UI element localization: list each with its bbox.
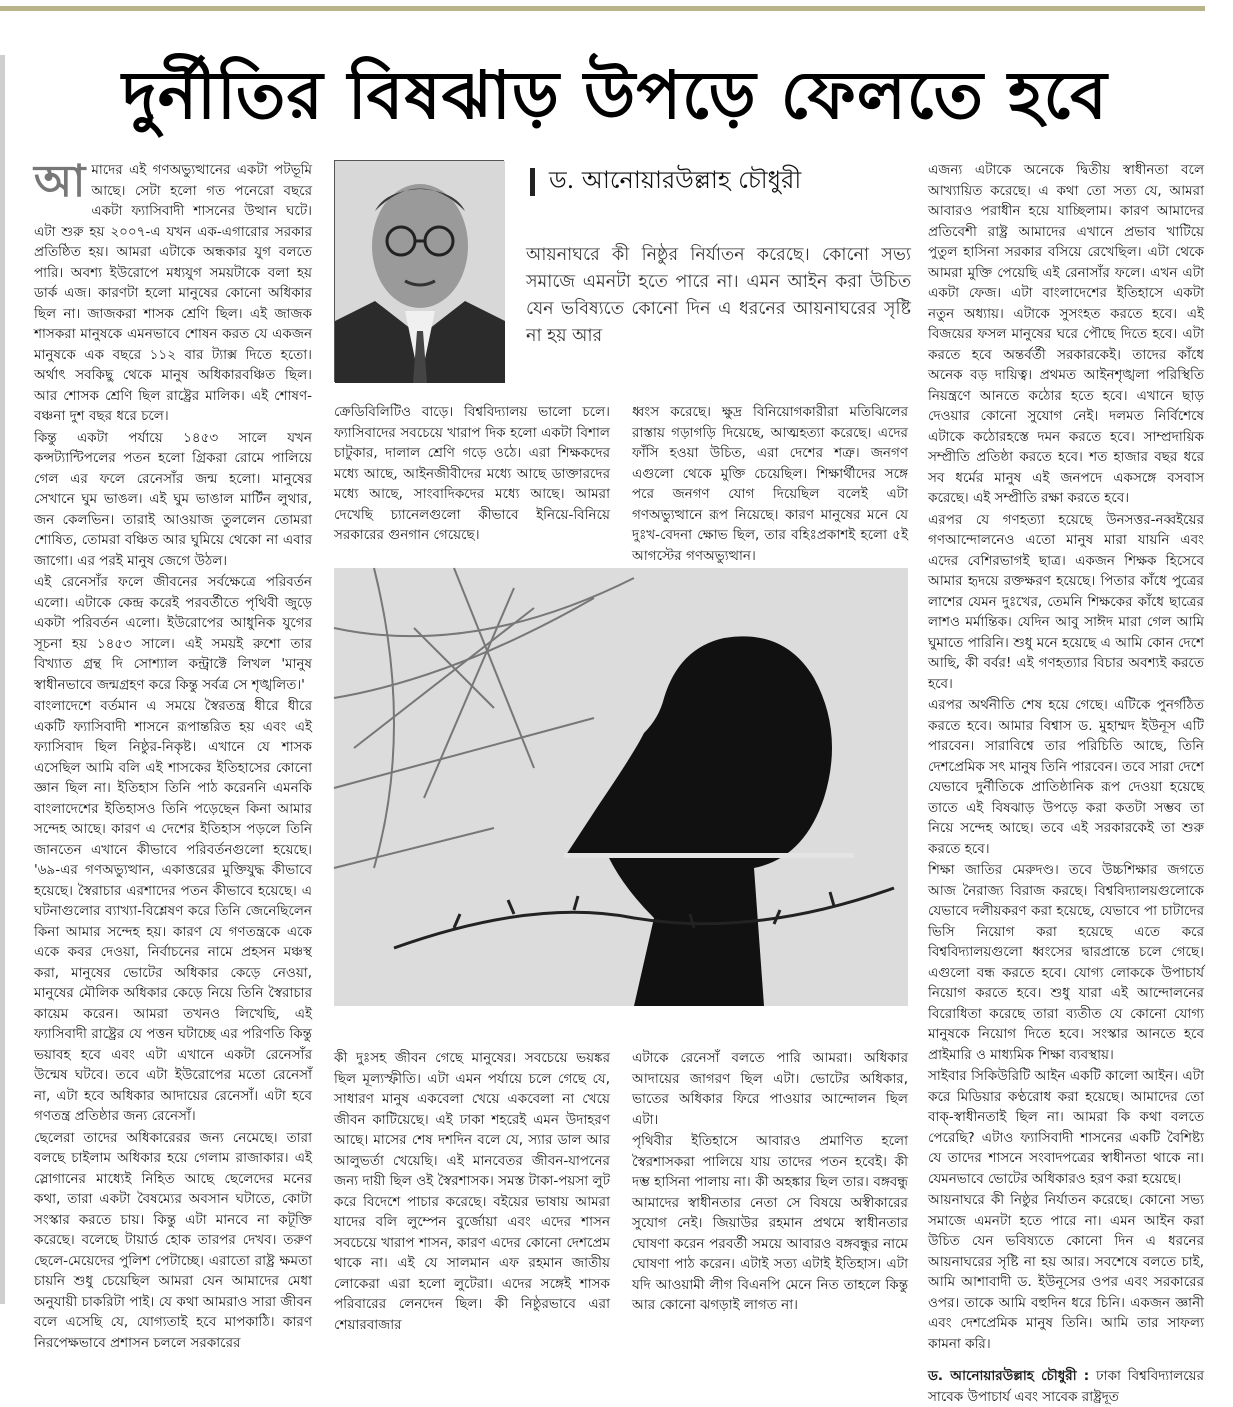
paragraph: এটাকে রেনেসাঁ বলতে পারি আমরা। অধিকার আদায়ের জাগরণ ছিল এটা। ভোটের অধিকার, ভাতের অধিকার ফিরে পাওয়ার আন্দোলন ছিল এটা।: [632, 1050, 908, 1128]
paragraph: কী দুঃসহ জীবন গেছে মানুষের। সবচেয়ে ভয়ঙ্কর ছিল মূল্যস্ফীতি। এটা এমন পর্যায়ে চলে গেছে যে, সাধারণ মানুষ একবেলা খেয়ে একবেলা না খেয়ে জীবন কাটিয়েছে। এই ঢাকা শহরেই এমন উদাহরণ আছে। মাসের শেষ দশদিন বলে যে, স্যার ডাল আর আলুভর্তা খেয়েছি। এই মানবেতর জীবন-যাপনের জন্য দায়ী ছিল ওই স্বৈরশাসক। সমস্ত টাকা-পয়সা লুট করে বিদেশে পাচার করেছে। বইয়ের ভাষায় আমরা যাদের বলি লুম্পেন বুর্জোয়া এবং এদের শাসন সবচেয়ে খারাপ শাসন, কারণ এদের কোনো দেশপ্রেম থাকে না। এই যে সালমান এফ রহমান জাতীয় লোকেরা এরা হলো লুটেরা। এদের সঙ্গেই শাসক পরিবারের লেনদেন ছিল। কী নিষ্ঠুরভাবে এরা শেয়ারবাজার: [334, 1050, 610, 1333]
top-rule: [0, 6, 1205, 11]
column-1: [34, 156, 312, 1351]
paragraph: এজন্য এটাকে অনেকে দ্বিতীয় স্বাধীনতা বলে আখ্যায়িত করেছে। এ কথা তো সত্য যে, আমরা আবারও পরাধীন হয়ে যাচ্ছিলাম। কারণ আমাদের প্রতিবেশী রাষ্ট্র আমাদের এখানে প্রভাব খাটিয়ে পুতুল হাসিনা সরকার বসিয়ে রেখেছিল। এটা থেকে আমরা মুক্তি পেয়েছি এই রেনাসাঁর ফলে। এখন এটা একটা ফেজ। এটা বাংলাদেশের ইতিহাসে একটা নতুন অধ্যায়। এটাকে সুসংহত করতে হবে। এই বিজয়ের ফসল মানুষের ঘরে পৌছে দিতে হবে। এটা করতে হবে অন্তর্বর্তী সরকারকেই। তাদের কাঁধে অনেক বড় দায়িত্ব। প্রথমত আইনশৃঙ্খলা পরিস্থিতি নিয়ন্ত্রণে আনতে কঠোর হতে হবে। এখানে ছাড় দেওয়ার কোনো সুযোগ নেই। দলমত নির্বিশেষে এটাকে কঠোরহস্তে দমন করতে হবে। সাম্প্রদায়িক সম্প্রীতি প্রতিষ্ঠা করতে হবে। শত হাজার বছর ধরে সব ধর্মের মানুষ এই জনপদে একসঙ্গে বসবাস করেছে। এই সম্প্রীতি রক্ষা করতে হবে।: [928, 162, 1204, 506]
byline-author: ড. আনোয়ারউল্লাহ চৌধুরী: [549, 166, 802, 194]
left-margin-bar: [0, 55, 5, 1304]
paragraph: ধ্বংস করেছে। ক্ষুদ্র বিনিয়োগকারীরা মতিঝিলের রাস্তায় গড়াগড়ি দিয়েছে, আত্মহত্যা করেছে। এদের ফাঁসি হওয়া উচিত, এরা দেশের শত্রু। জনগণ এগুলো থেকে মুক্তি চেয়েছিল। শিক্ষার্থীদের সঙ্গে পরে জনগণ যোগ দিয়েছিল বলেই এটা গণঅভ্যুত্থানে রূপ নিয়েছে। কারণ মানুষের মনে যে দুঃখ-বেদনা ক্ষোভ ছিল, তার বহিঃপ্রকাশই হলো ৫ই আগস্টের গণঅভ্যুত্থান।: [632, 404, 908, 564]
paragraph: বাংলাদেশে বর্তমান এ সময়ে স্বৈরতন্ত্র ধীরে ধীরে একটি ফ্যাসিবাদী শাসনে রূপান্তরিত হয় এবং এই ফ্যাসিবাদ ছিল নিষ্ঠুর-নিকৃষ্ট। এখানে যে শাসক এসেছিল আমি বলি এই শাসকের ইতিহাসের কোনো জ্ঞান ছিল না। ইতিহাস তিনি পাঠ করেননি এমনকি বাংলাদেশের ইতিহাসও তিনি পড়েছেন কিনা আমার সন্দেহ আছে। কারণ এ দেশের ইতিহাস পড়লে তিনি জানতেন এখানে কীভাবে পরিবর্তনগুলো হয়েছে। '৬৯-এর গণঅভ্যুত্থান, একাত্তরের মুক্তিযুদ্ধ কীভাবে হয়েছে। স্বৈরাচার এরশাদের পতন কীভাবে হয়েছে। এ ঘটনাগুলোর ব্যাখ্যা-বিশ্লেষণ করে তিনি জেনেছিলেন কিনা আমার সন্দেহ হয়। কারণ যে গণতন্ত্রকে একে একে কবর দেওয়া, নির্বাচনের নামে প্রহসন মঞ্চস্থ করা, মানুষের ভোটের অধিকার কেড়ে নেওয়া, মানুষের মৌলিক অধিকার কেড়ে নিয়ে তিনি স্বৈরাচার কায়েম করেন। আমরা তখনও লিখেছি, এই ফ্যাসিবাদী রাষ্ট্রের যে পত্তন ঘটাচ্ছে এর পরিণতি কিন্তু ভয়াবহ হবে এবং এটা এখানে একটা রেনেসাঁর উন্মেষ ঘটবে। তবে এটা ইউরোপের মতো রেনেসাঁ না, এটা হবে অধিকার আদায়ের রেনেসাঁ। এটা হবে গণতন্ত্র প্রতিষ্ঠার জন্য রেনেসাঁ।: [34, 698, 312, 1124]
paragraph: এই রেনেসাঁর ফলে জীবনের সর্বক্ষেত্রে পরিবর্তন এলো। এটাকে কেন্দ্র করেই পরবর্তীতে পৃথিবী জুড়ে একটা পরিবর্তন এলো। ইউরোপের আধুনিক যুগের সূচনা হয় ১৪৫৩ সালে। এই সময়ই রুশো তার বিখ্যাত গ্রন্থ দি সোশ্যাল কন্ট্রাক্টে লিখল 'মানুষ স্বাধীনভাবে জন্মগ্রহণ করে কিন্তু সর্বত্র সে শৃঙ্খলিত।': [34, 574, 312, 693]
author-note-text: ঢাকা বিশ্ববিদ্যালয়ের সাবেক উপাচার্য এবং সাবেক রাষ্ট্রদূত: [928, 1368, 1205, 1405]
byline: [530, 166, 890, 198]
paragraph: [34, 156, 312, 427]
paragraph: সাইবার সিকিউরিটি আইন একটি কালো আইন। এটা করে মিডিয়ার কণ্ঠরোধ করা হয়েছে। আমাদের তো বাক্-স্বাধীনতাই ছিল না। আমরা কি কথা বলতে পেরেছি? এটাও ফ্যাসিবাদী শাসনের একটি বৈশিষ্ট্য যে তাদের শাসনে সংবাদপত্রের স্বাধীনতা থাকে না। যেমনভাবে ভোটের অধিকারও হরণ করা হয়েছে।: [928, 1068, 1204, 1187]
author-note: [928, 1366, 1204, 1407]
author-photo: [334, 160, 504, 382]
paragraph: আয়নাঘরে কী নিষ্ঠুর নির্যাতন করেছে। কোনো সভ্য সমাজে এমনটা হতে পারে না। এমন আইন করা উচিত যেন ভবিষ্যতে কোনো দিন এ ধরনের আয়নাঘরের সৃষ্টি না হয় আর। সবশেষে বলতে চাই, আমি আশাবাদী ড. ইউনূসের ওপর এবং সরকারের ওপর। তাকে আমি বহুদিন ধরে চিনি। একজন জ্ঞানী এবং দেশপ্রেমিক মানুষ তিনি। আমি তার সাফল্য কামনা করি।: [928, 1192, 1204, 1352]
column-3-lower: [632, 1048, 908, 1313]
paragraph: এরপর যে গণহত্যা হয়েছে উনসত্তর-নব্বইয়ের গণআন্দোলনেও এতো মানুষ মারা যায়নি এবং এদের বেশিরভাগই ছাত্র। একজন শিক্ষক হিসেবে আমার হৃদয়ে রক্তক্ষরণ হয়েছে। পিতার কাঁধে পুত্রের লাশের যেমন দুঃখের, তেমনি শিক্ষকের কাঁধে ছাত্রের লাশও মর্মান্তিক। যেদিন আবু সাঈদ মারা গেল আমি ঘুমাতে পারিনি। শুধু মনে হয়েছে এ আমি কোন দেশে আছি, কী বর্বর! এই গণহত্যার বিচার অবশ্যই করতে হবে।: [928, 511, 1204, 692]
byline-bar: [530, 168, 535, 196]
illustration-silenced-voice: [334, 568, 908, 1006]
column-2-upper: [334, 402, 610, 552]
pull-quote: আয়নাঘরে কী নিষ্ঠুর নির্যাতন করেছে। কোনো সভ্য সমাজে এমনটা হতে পারে না। এমন আইন করা উচিত যেন ভবিষ্যতে কোনো দিন এ ধরনের আয়নাঘরের সৃষ্টি না হয় আর: [526, 245, 911, 346]
paragraph: পৃথিবীর ইতিহাসে আবারও প্রমাণিত হলো স্বৈরশাসকরা পালিয়ে যায় তাদের পতন হবেই। কী দম্ভ হাসিনা পালায় না। কী অহঙ্কার ছিল তার। বঙ্গবন্ধু আমাদের স্বাধীনতার নেতা সে বিষয়ে অস্বীকারের সুযোগ নেই। জিয়াউর রহমান প্রথমে স্বাধীনতার ঘোষণা করেন পরবর্তী সময়ে আবারও বঙ্গবন্ধুর নামে ঘোষণা পাঠ করেন। এটাই সত্য এটাই ইতিহাস। এটা যদি আওয়ামী লীগ বিএনপি মেনে নিত তাহলে কিন্তু আর কোনো ঝগড়াই লাগত না।: [632, 1133, 908, 1313]
paragraph: এরপর অর্থনীতি শেষ হয়ে গেছে। এটিকে পুনর্গঠিত করতে হবে। আমার বিশ্বাস ড. মুহাম্মদ ইউনূস এটি পারবেন। সারাবিশ্বে তার পরিচিতি আছে, তিনি দেশপ্রেমিক সৎ মানুষ তিনি পারবেন। তবে সারা দেশে যেভাবে দুর্নীতিকে প্রাতিষ্ঠানিক রূপ দেওয়া হয়েছে তাতে এই বিষঝাড় উপড়ে করা কতটা সম্ভব তা নিয়ে সন্দেহ আছে। তবে এই সরকারকেই তা শুরু করতে হবে।: [928, 697, 1204, 857]
column-4: [928, 160, 1205, 1405]
paragraph: শিক্ষা জাতির মেরুদণ্ড। তবে উচ্চশিক্ষার জগতে আজ নৈরাজ্য বিরাজ করছে। বিশ্ববিদ্যালয়গুলোকে যেভাবে দলীয়করণ করা হয়েছে, যেভাবে পা চাটাদের ভিসি নিয়োগ করা হয়েছে এতে করে বিশ্ববিদ্যালয়গুলো ধ্বংসের দ্বারপ্রান্তে চলে গেছে। এগুলো বন্ধ করতে হবে। যোগ্য লোককে উপাচার্য নিয়োগ করতে হবে। শুধু যারা এই আন্দোলনের বিরোধিতা করেছে তারা ব্যতীত যে কোনো যোগ্য মানুষকে নিয়োগ দিতে হবে। সংস্কার আনতে হবে প্রাইমারি ও মাধ্যমিক শিক্ষা ব্যবস্থায়।: [928, 862, 1204, 1063]
column-2-lower: [334, 1048, 610, 1333]
article-headline: দুর্নীতির বিষঝাড় উপড়ে ফেলতে হবে: [122, 56, 1108, 134]
column-3-upper: [632, 402, 908, 564]
author-note-name: ড. আনোয়ারউল্লাহ চৌধুরী :: [928, 1368, 1090, 1384]
drop-cap: আ: [34, 156, 86, 207]
paragraph-text: মাদের এই গণঅভ্যুত্থানের একটা পটভূমি আছে। সেটা হলো গত পনেরো বছরে একটা ফ্যাসিবাদী শাসনের উত্থান ঘটে। এটা শুরু হয় ২০০৭-এ যখন এক-এগারোর সরকার প্রতিষ্ঠিত হয়। আমরা এটাকে অন্ধকার যুগ বলতে পারি। অবশ্য ইউরোপে মধ্যযুগ সময়টাকে বলা হয় ডার্ক এজ। কারণটা হলো মানুষের কোনো অধিকার ছিল না। জাজকরা শাসক শ্রেণি ছিল। এই জাজক শাসকরা মানুষকে এমনভাবে শোষন করত যে একজন মানুষকে এক বছরে ১১২ বার ট্যাক্স দিতে হতো। অর্থাৎ সবকিছু থেকে মানুষ অধিকারবঞ্চিত ছিল। আর শোসক শ্রেণি ছিল রাষ্ট্রের মালিক। এই শোষণ-বঞ্চনা দুশ বছর ধরে চলে।: [34, 162, 312, 424]
paragraph: ক্রেডিবিলিটিও বাড়ে। বিশ্ববিদ্যালয় ভালো চলে। ফ্যাসিবাদের সবচেয়ে খারাপ দিক হলো একটা বিশাল চাটুকার, দালাল শ্রেণি গড়ে ওঠে। এরা শিক্ষকদের মধ্যে আছে, আইনজীবীদের মধ্যে আছে ডাক্তারদের মধ্যে আছে, সাংবাদিকদের মধ্যে আছে। আমরা দেখেছি চ্যানেলগুলো কীভাবে ইনিয়ে-বিনিয়ে সরকারের গুনগান গেয়েছে।: [334, 404, 610, 543]
paragraph: কিন্তু একটা পর্যায়ে ১৪৫৩ সালে যখন কন্সট্যান্টিপলের পতন হলো গ্রিকরা রোমে পালিয়ে গেল এর ফলে রেনেসাঁর জন্ম হলো। মানুষের সেখানে ঘুম ভাঙল। এই ঘুম ভাঙাল মার্টিন লুথার, জন কেলভিন। তারাই আওয়াজ তুললেন তোমরা শোষিত, তোমরা বঞ্চিত আর ঘুমিয়ে থেকো না এবার জাগো। এর পরই মানুষ জেগে উঠল।: [34, 429, 312, 569]
paragraph: ছেলেরা তাদের অধিকারেরর জন্য নেমেছে। তারা বলছে চাইলাম অধিকার হয়ে গেলাম রাজাকার। এই স্লোগানের মাধ্যেই নিহিত আছে ছেলেদের মনের কথা, তারা একটা বৈষম্যের অবসান ঘটাতে, কোটা সংস্কার করতে চায়। কিন্তু এটা মানবে না কটূক্তি করেছে। বলেছে টায়ার্ড হোক তারপর দেখব। তরুণ ছেলে-মেয়েদের পুলিশ পেটাচ্ছে। এরাতো রাষ্ট্র ক্ষমতা চায়নি শুধু চেয়েছিল আমরা যেন আমাদের মেধা অনুযায়ী চাকরিটা পাই। যে কথা আমরাও সারা জীবন বলে এসেছি যে, যোগ্যতাই হবে মাপকাঠি। কারণ নিরপেক্ষভাবে প্রশাসন চললে সরকারের: [34, 1129, 312, 1351]
